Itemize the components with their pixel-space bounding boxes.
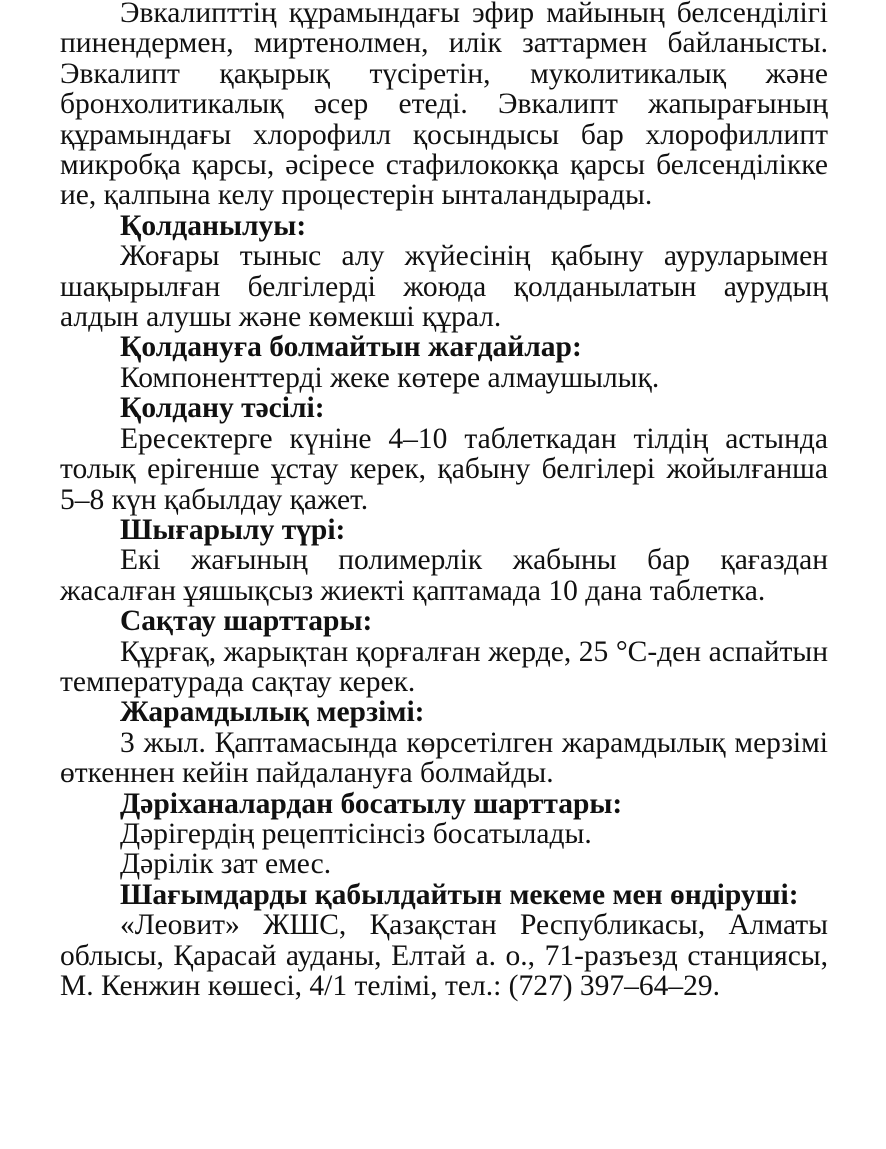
manufacturer-paragraph: «Леовит» ЖШС, Қазақстан Республикасы, Алматы облысы, Қарасай ауданы, Елтай а. о., 71-разъезд станциясы, М. Кенжин көшесі, 4/1 телімі, тел.: (727) 397–64–29.: [60, 909, 828, 1002]
method-paragraph: Ересектерге күніне 4–10 таблеткадан тілдің астында толық ерігенше ұстау керек, қабыну белгілері жойылғанша 5–8 күн қабылдау қажет.: [60, 422, 828, 516]
section-heading-shelf-life: Жарамдылық мерзімі:: [120, 696, 425, 729]
section-heading-usage: Қолданылуы:: [120, 209, 307, 242]
dispensing-paragraph: Дәрігердің рецептісінсіз босатылады.: [120, 817, 592, 850]
section-heading-dispensing: Дәріханалардан босатылу шарттары:: [120, 787, 623, 820]
storage-paragraph: Құрғақ, жарықтан қорғалған жерде, 25 °С-ден аспайтын температурада сақтау керек.: [60, 635, 828, 698]
section-heading-method: Қолдану тәсілі:: [120, 392, 325, 425]
shelf-life-paragraph: 3 жыл. Қаптамасында көрсетілген жарамдылық мерзімі өткеннен кейін пайдалануға болмайды.: [60, 726, 828, 790]
section-heading-contraindications: Қолдануға болмайтын жағдайлар:: [120, 331, 582, 364]
section-heading-manufacturer: Шағымдарды қабылдайтын мекеме мен өндіруші:: [120, 878, 799, 911]
instruction-leaflet-page: [60, 0, 828, 1001]
intro-paragraph: Эвкалипттің құрамындағы эфир майының белсенділігі пинендермен, миртенолмен, илік заттармен байланысты. Эвкалипт қақырық түсіретін, муколитикалық және бронхолитикалық әсер етеді. Эвкалипт жапырағының құрамындағы хлорофилл қосындысы бар хлорофиллипт микробқа қарсы, әсіресе стафилококқа қарсы белсенділікке ие, қалпына келу процестерін ынталандырады.: [60, 0, 828, 212]
section-heading-storage: Сақтау шарттары:: [120, 605, 373, 638]
form-paragraph: Екі жағының полимерлік жабыны бар қағаздан жасалған ұяшықсыз жиекті қаптамада 10 дана таблетка.: [60, 544, 828, 607]
usage-paragraph: Жоғары тыныс алу жүйесінің қабыну ауруларымен шақырылған белгілерді жоюда қолданылатын аурудың алдын алушы және көмекші құрал.: [60, 240, 828, 334]
section-heading-form: Шығарылу түрі:: [120, 513, 346, 546]
contraindications-paragraph: Компоненттерді жеке көтере алмаушылық.: [120, 361, 660, 394]
dispensing-note-paragraph: Дәрілік зат емес.: [120, 848, 332, 881]
